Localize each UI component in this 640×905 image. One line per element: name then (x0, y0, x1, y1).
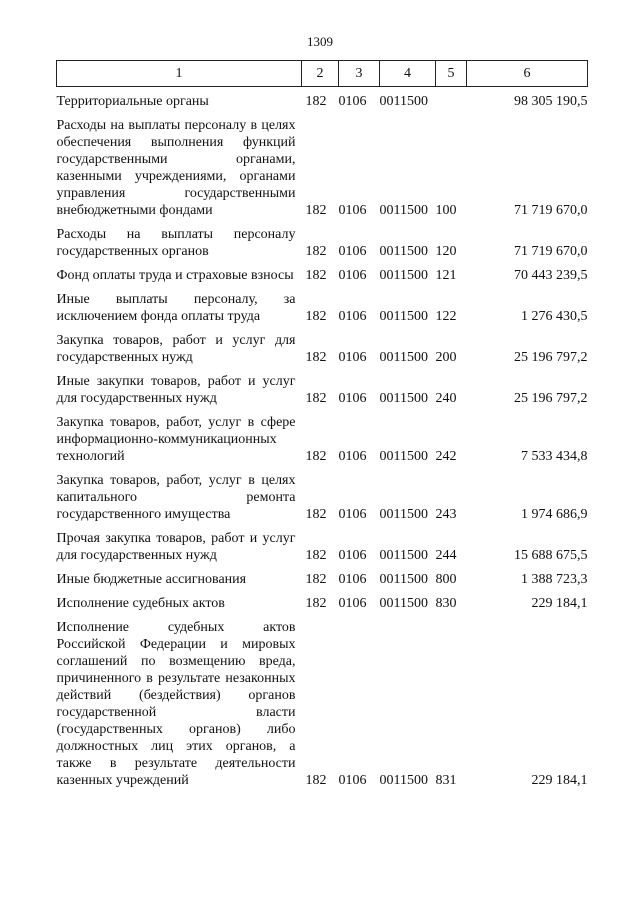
row-col-4: 0011500 (379, 203, 428, 218)
row-name: Фонд оплаты труда и страховые взносы (56, 268, 294, 283)
row-col-4: 0011500 (379, 572, 428, 587)
row-amount: 229 184,1 (531, 596, 588, 611)
row-col-2: 182 (305, 773, 327, 788)
row-col-3: 0106 (338, 94, 367, 109)
table-row (57, 564, 588, 588)
row-col-2: 182 (305, 268, 327, 283)
row-col-4: 0011500 (379, 449, 428, 464)
row-col-4: 0011500 (379, 309, 428, 324)
header-row (57, 61, 588, 87)
row-amount: 1 276 430,5 (521, 309, 588, 324)
row-col-3: 0106 (338, 773, 367, 788)
row-name: Иные бюджетные ассигнования (56, 572, 247, 587)
row-col-5: 100 (435, 203, 457, 218)
row-name: Исполнение судебных актов Российской Федерации и мировых соглашений по возмещению вреда, причиненного в результате незаконных действий (бездействия) органов государственной власти (государственных органов) либо должностных лиц этих органов, а также в результате деятельности казенных учреждений (56, 620, 296, 788)
row-col-2: 182 (305, 203, 327, 218)
budget-table (56, 60, 588, 789)
row-col-3: 0106 (338, 244, 367, 259)
row-col-4: 0011500 (379, 244, 428, 259)
row-amount: 25 196 797,2 (514, 391, 588, 406)
row-name: Прочая закупка товаров, работ и услуг для государственных нужд (56, 531, 296, 563)
table-row (57, 407, 588, 465)
row-col-3: 0106 (338, 268, 367, 283)
row-col-5: 830 (435, 596, 457, 611)
row-col-2: 182 (305, 596, 327, 611)
row-col-5: 244 (435, 548, 457, 563)
table-row (57, 325, 588, 366)
row-name: Исполнение судебных актов (56, 596, 225, 611)
header-col-6: 6 (467, 61, 588, 87)
table-row (57, 110, 588, 219)
row-col-5: 243 (435, 507, 457, 522)
row-col-2: 182 (305, 449, 327, 464)
row-amount: 229 184,1 (531, 773, 588, 788)
header-col-2: 2 (302, 61, 339, 87)
row-col-4: 0011500 (379, 268, 428, 283)
row-col-3: 0106 (338, 449, 367, 464)
row-amount: 7 533 434,8 (521, 449, 588, 464)
header-col-5: 5 (436, 61, 467, 87)
row-col-2: 182 (305, 391, 327, 406)
row-col-2: 182 (305, 548, 327, 563)
header-col-1: 1 (57, 61, 302, 87)
row-col-3: 0106 (338, 596, 367, 611)
row-col-5 (436, 87, 467, 111)
row-amount: 71 719 670,0 (514, 244, 588, 259)
table-row (57, 219, 588, 260)
row-col-3: 0106 (338, 350, 367, 365)
table-row (57, 612, 588, 789)
row-col-2: 182 (305, 309, 327, 324)
row-amount: 1 974 686,9 (521, 507, 588, 522)
row-amount: 98 305 190,5 (514, 94, 588, 109)
row-col-2: 182 (305, 244, 327, 259)
row-name: Закупка товаров, работ, услуг в сфере информационно-коммуникационных технологий (56, 415, 296, 464)
row-col-5: 800 (435, 572, 457, 587)
row-amount: 71 719 670,0 (514, 203, 588, 218)
row-col-3: 0106 (338, 391, 367, 406)
row-col-4: 0011500 (379, 548, 428, 563)
row-name: Расходы на выплаты персоналу в целях обеспечения выполнения функций государственными органами, казенными учреждениями, органами управления государственными внебюджетными фондами (56, 118, 296, 218)
table-row (57, 465, 588, 523)
row-col-5: 120 (435, 244, 457, 259)
header-col-3: 3 (339, 61, 380, 87)
row-col-4: 0011500 (379, 350, 428, 365)
table-row (57, 366, 588, 407)
table-row (57, 284, 588, 325)
row-col-3: 0106 (338, 548, 367, 563)
row-name: Территориальные органы (56, 94, 209, 109)
row-col-4: 0011500 (379, 94, 428, 109)
row-col-4: 0011500 (379, 596, 428, 611)
row-col-3: 0106 (338, 203, 367, 218)
row-col-5: 831 (435, 773, 457, 788)
row-col-2: 182 (305, 94, 327, 109)
row-col-4: 0011500 (379, 391, 428, 406)
table-row (57, 523, 588, 564)
row-col-4: 0011500 (379, 507, 428, 522)
row-col-3: 0106 (338, 507, 367, 522)
row-col-4: 0011500 (379, 773, 428, 788)
table-row (57, 87, 588, 111)
row-col-5: 240 (435, 391, 457, 406)
row-name: Закупка товаров, работ и услуг для государственных нужд (56, 333, 296, 365)
row-amount: 70 443 239,5 (514, 268, 588, 283)
table-row (57, 588, 588, 612)
header-col-4: 4 (380, 61, 436, 87)
row-name: Закупка товаров, работ, услуг в целях капитального ремонта государственного имущества (56, 473, 296, 522)
row-col-5: 122 (435, 309, 457, 324)
row-col-2: 182 (305, 507, 327, 522)
row-name: Иные закупки товаров, работ и услуг для государственных нужд (56, 374, 296, 406)
row-col-5: 200 (435, 350, 457, 365)
page-number: 1309 (307, 34, 333, 49)
row-col-2: 182 (305, 350, 327, 365)
row-col-2: 182 (305, 572, 327, 587)
row-col-3: 0106 (338, 572, 367, 587)
table-row (57, 260, 588, 284)
row-name: Иные выплаты персоналу, за исключением фонда оплаты труда (56, 292, 296, 324)
row-amount: 25 196 797,2 (514, 350, 588, 365)
row-amount: 15 688 675,5 (514, 548, 588, 563)
row-col-3: 0106 (338, 309, 367, 324)
row-amount: 1 388 723,3 (521, 572, 588, 587)
row-col-5: 242 (435, 449, 457, 464)
row-col-5: 121 (435, 268, 457, 283)
row-name: Расходы на выплаты персоналу государственных органов (56, 227, 296, 259)
